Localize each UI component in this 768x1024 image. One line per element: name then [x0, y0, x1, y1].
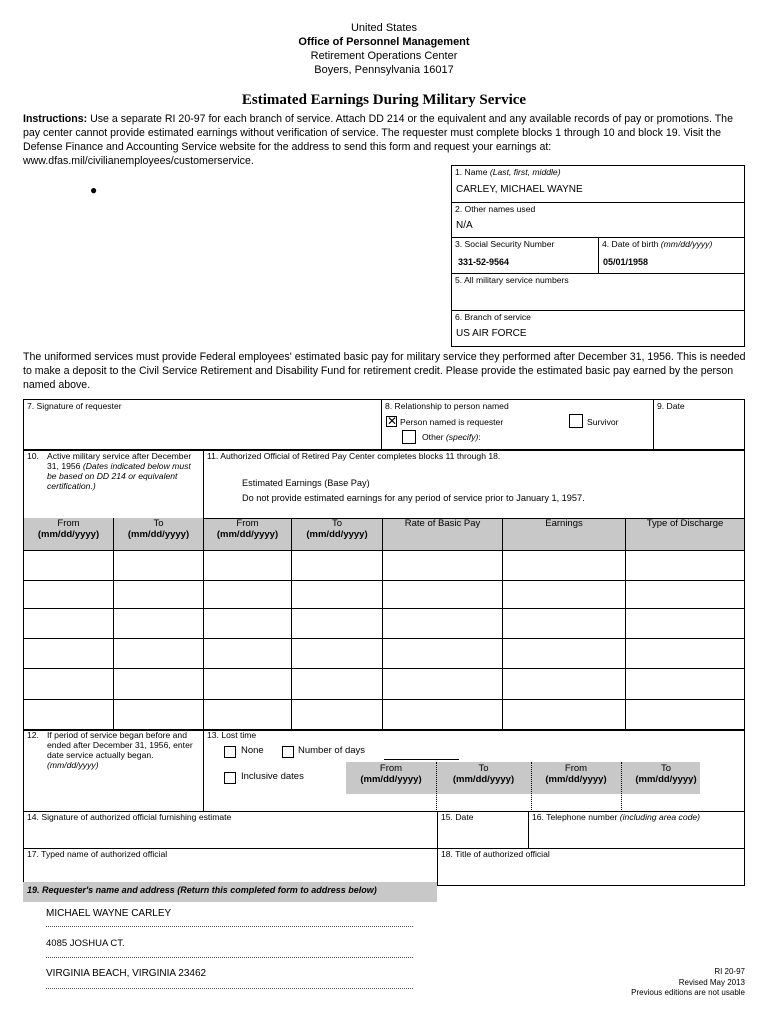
col-from-2: From (mm/dd/yyyy): [216, 518, 279, 540]
block-12-label: If period of service began before and ended after December 31, 1956, enter date service actually began. (mm/dd/yyyy): [47, 730, 193, 770]
lost-days-label: Number of days: [298, 745, 366, 756]
form-revised: Revised May 2013: [678, 977, 745, 987]
block-5-label: 5. All military service numbers: [455, 275, 569, 285]
block-16-label: 16. Telephone number (including area code): [532, 812, 701, 822]
lost-none-label: None: [241, 745, 264, 756]
instructions-text: Use a separate RI 20-97 for each branch of service. Attach DD 214 or the equivalent and any available records of pay or promotions. The pay center cannot provide estimated earnings without verification of service. The requester must complete blocks 1 through 10 and block 19. Visit the Defense Finance and Accounting Service website for the address to send this form and request your earnings at: www.dfas.mil/civilianemployees/customerservice.: [23, 113, 733, 167]
block-1-label: 1. Name (Last, first, middle): [455, 167, 561, 177]
requester-city-line[interactable]: VIRGINIA BEACH, VIRGINIA 23462: [46, 968, 207, 979]
col-to-2: To (mm/dd/yyyy): [306, 518, 368, 540]
uniformed-services-text: The uniformed services must provide Federal employees' estimated basic pay for military service they performed after December 31, 1956. This is needed to make a deposit to the Civil Service Retirement and Disability Fund for retirement credit. Please provide the estimated basic pay earned by the person named above.: [23, 351, 746, 391]
lost-inclusive-label: Inclusive dates: [241, 771, 304, 782]
col-to-1: To (mm/dd/yyyy): [127, 518, 190, 540]
requester-signature-field[interactable]: [27, 412, 377, 446]
days-entry-line[interactable]: [384, 759, 459, 760]
block-7-label: 7. Signature of requester: [27, 401, 122, 411]
block-4-label: 4. Date of birth (mm/dd/yyyy): [602, 239, 713, 249]
block-11-label: 11. Authorized Official of Retired Pay Center completes blocks 11 through 18.: [207, 451, 501, 461]
other-label: Other (specify):: [422, 432, 481, 442]
other-names-field[interactable]: N/A: [456, 220, 473, 231]
person-named-checkbox[interactable]: [386, 416, 397, 427]
lost-from-2: From (mm/dd/yyyy): [545, 763, 607, 785]
lost-to-2: To (mm/dd/yyyy): [635, 763, 697, 785]
service-numbers-field[interactable]: [456, 286, 742, 308]
form-footer: [631, 967, 745, 999]
form-title: Estimated Earnings During Military Service: [241, 92, 527, 108]
survivor-label: Survivor: [587, 417, 619, 427]
block-6-label: 6. Branch of service: [455, 312, 531, 322]
dob-field[interactable]: 05/01/1958: [603, 257, 649, 267]
lost-inclusive-checkbox[interactable]: [224, 772, 236, 784]
ssn-field[interactable]: 331-52-9564: [458, 257, 510, 267]
block-14-label: 14. Signature of authorized official furnishing estimate: [27, 812, 232, 822]
branch-field[interactable]: US AIR FORCE: [456, 328, 527, 339]
official-date-field[interactable]: [441, 823, 523, 845]
header-office: Office of Personnel Management: [298, 36, 470, 48]
instructions: [23, 112, 748, 168]
block-10-num: 10.: [27, 451, 39, 461]
lost-to-1: To (mm/dd/yyyy): [452, 763, 515, 785]
block-2-label: 2. Other names used: [455, 204, 536, 214]
requester-street-line[interactable]: 4085 JOSHUA CT.: [46, 938, 125, 949]
block-3-label: 3. Social Security Number: [455, 239, 555, 249]
instructions-label: Instructions:: [23, 113, 88, 125]
header-center: Retirement Operations Center: [310, 50, 458, 62]
survivor-checkbox[interactable]: [569, 414, 583, 428]
col-from-1: From (mm/dd/yyyy): [37, 518, 100, 540]
block-17-label: 17. Typed name of authorized official: [27, 849, 168, 859]
name-field[interactable]: CARLEY, MICHAEL WAYNE: [456, 184, 583, 195]
block-10-label: Active military service after December 31, 1956 (Dates indicated below must be based on DD 214 or equivalent certification.): [47, 451, 192, 491]
block-11-line2: Do not provide estimated earnings for any period of service prior to January 1, 1957.: [242, 493, 585, 503]
service-table: [23, 450, 745, 730]
block-12-num: 12.: [27, 730, 39, 740]
block-9-label: 9. Date: [657, 401, 685, 411]
form-previous: Previous editions are not usable: [631, 988, 745, 997]
official-title-field[interactable]: [441, 860, 741, 882]
agency-header: [0, 21, 768, 77]
official-name-field[interactable]: [27, 860, 432, 882]
official-signature-field[interactable]: [27, 823, 432, 845]
lost-from-1: From (mm/dd/yyyy): [360, 763, 422, 785]
bullet-mark: ●: [90, 183, 98, 197]
block-13-label: 13. Lost time: [207, 730, 257, 740]
lost-none-checkbox[interactable]: [224, 746, 236, 758]
col-earnings: Earnings: [545, 518, 583, 529]
lost-days-checkbox[interactable]: [282, 746, 294, 758]
form-number: RI 20-97: [714, 967, 745, 976]
telephone-field[interactable]: [532, 823, 742, 845]
block-11-line1: Estimated Earnings (Base Pay): [242, 478, 370, 488]
other-checkbox[interactable]: [402, 430, 416, 444]
col-discharge: Type of Discharge: [646, 518, 724, 529]
person-named-label: Person named is requester: [400, 417, 504, 427]
requester-name-line[interactable]: MICHAEL WAYNE CARLEY: [46, 908, 172, 919]
requester-date-field[interactable]: [657, 412, 741, 446]
block-15-label: 15. Date: [441, 812, 474, 822]
header-address: Boyers, Pennsylvania 16017: [314, 64, 454, 76]
block-8-label: 8. Relationship to person named: [385, 401, 509, 411]
block-19-label: 19. Requester's name and address (Return this completed form to address below): [27, 885, 377, 895]
col-rate: Rate of Basic Pay: [404, 518, 481, 529]
header-country: United States: [350, 22, 418, 34]
block-18-label: 18. Title of authorized official: [441, 849, 550, 859]
